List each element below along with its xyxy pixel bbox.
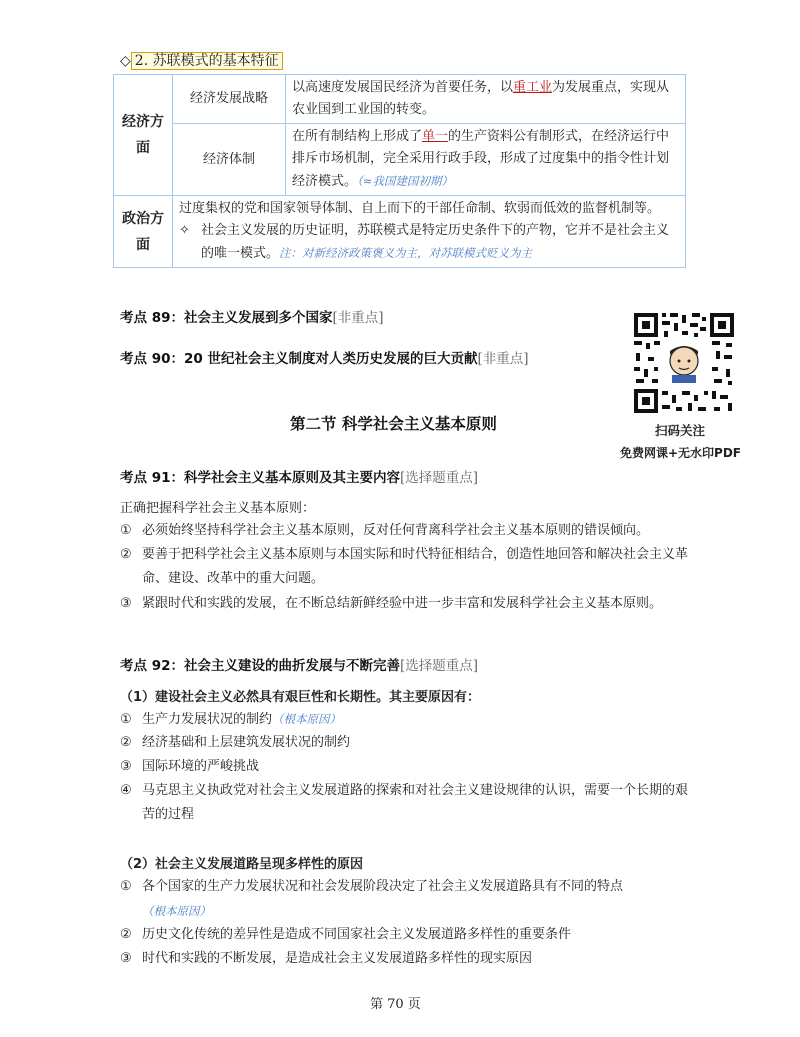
kp91-heading: [120, 466, 478, 486]
item-number: ③: [120, 596, 132, 611]
kp92-heading: [120, 654, 478, 674]
item-number: ②: [120, 735, 132, 750]
econ-strategy-label: 经济发展战略: [173, 75, 286, 124]
table-row-econ-system: [114, 124, 686, 196]
diamond-mark: ◇: [120, 53, 131, 69]
econ-system-label: 经济体制: [173, 124, 286, 196]
kp92-subheading-2: （2）社会主义发展道路呈现多样性的原因: [120, 857, 364, 872]
kp91-title: 考点 91：科学社会主义基本原则及其主要内容: [120, 470, 400, 486]
subsection-title: [120, 50, 283, 70]
item-text: 国际环境的严峻挑战: [142, 759, 260, 774]
item-text: 必须始终坚持科学社会主义基本原则，反对任何背离科学社会主义基本原则的错误倾向。: [142, 523, 650, 538]
item-text: 时代和实践的不断发展，是造成社会主义发展道路多样性的现实原因: [142, 951, 533, 966]
item-number: ④: [120, 783, 132, 798]
politics-category-label: 政治方面: [114, 196, 173, 268]
kp90-tag: [非重点]: [477, 351, 529, 367]
econ-category-label: 经济方面: [114, 75, 173, 196]
qr-caption-1: 扫码关注: [655, 423, 706, 438]
item-number: ②: [120, 547, 132, 562]
page-number: 第 70 页: [370, 997, 421, 1012]
kp91-tag: [选择题重点]: [400, 470, 479, 486]
kp92-tag: [选择题重点]: [400, 658, 479, 674]
item-text: 各个国家的生产力发展状况和社会发展阶段决定了社会主义发展道路具有不同的特点: [142, 879, 624, 894]
section-title: 第二节 科学社会主义基本原则: [290, 415, 497, 433]
table-row-econ-strategy: [114, 75, 686, 124]
item-text: 经济基础和上层建筑发展状况的制约: [142, 735, 351, 750]
item-number: ①: [120, 879, 132, 894]
item-number: ③: [120, 759, 132, 774]
politics-note: 注：对新经济政策褒义为主，对苏联模式贬义为主: [279, 246, 533, 260]
highlight-single: 单一: [422, 129, 449, 144]
politics-text-2: 社会主义发展的历史证明，苏联模式是特定历史条件下的产物，它并不是社会主义的唯一模式。: [201, 223, 670, 261]
econ-strategy-text: 以高速度发展国民经济为首要任务，以: [292, 80, 514, 95]
item-text: 生产力发展状况的制约: [142, 712, 273, 727]
econ-system-note: （≈我国建国初期）: [357, 174, 453, 188]
item-number: ①: [120, 523, 132, 538]
table-row-politics: [114, 196, 686, 268]
kp89-title: 考点 89：社会主义发展到多个国家: [120, 310, 333, 326]
politics-content: [173, 196, 686, 268]
kp91-intro: 正确把握科学社会主义基本原则：: [120, 501, 316, 516]
econ-system-text-2: 的生产资料公有制形式，在经济运行中排斥市场机制，完全采用行政手段，形成了过度集中的指令性计划经济模式。: [292, 129, 670, 189]
list-item: [120, 592, 690, 616]
highlight-heavy-industry: 重工业: [513, 80, 553, 95]
list-item: [120, 707, 690, 732]
econ-strategy-text-2: 为发展重点，实现从农业国到工业国的转变。: [292, 80, 670, 117]
bullet-icon: ✧: [179, 223, 190, 238]
politics-line-2: [179, 220, 679, 265]
item-note: （根本原因）: [142, 904, 211, 918]
item-number: ②: [120, 927, 132, 942]
features-table: [113, 74, 686, 268]
item-number: ①: [120, 712, 132, 727]
list-item: [120, 779, 690, 827]
qr-caption-2: 免费网课+无水印PDF: [620, 446, 742, 460]
item-number: ③: [120, 951, 132, 966]
kp92-title: 考点 92：社会主义建设的曲折发展与不断完善: [120, 658, 400, 674]
list-item: [120, 923, 690, 947]
kp90-title: 考点 90：20 世纪社会主义制度对人类历史发展的巨大贡献: [120, 351, 478, 367]
item-text: 紧跟时代和实践的发展，在不断总结新鲜经验中进一步丰富和发展科学社会主义基本原则。: [142, 596, 663, 611]
item-text: 要善于把科学社会主义基本原则与本国实际和时代特征相结合，创造性地回答和解决社会主义革命、建设、改革中的重大问题。: [142, 547, 689, 586]
politics-line-1: 过度集权的党和国家领导体制、自上而下的干部任命制、软弱而低效的监督机制等。: [179, 201, 661, 216]
econ-system-content: [286, 124, 686, 196]
item-note: （根本原因）: [272, 712, 342, 726]
list-item: [120, 755, 690, 779]
list-item: [120, 543, 690, 591]
kp89-tag: [非重点]: [332, 310, 384, 326]
list-item: [120, 875, 690, 924]
qr-code-image: [632, 311, 736, 415]
kp89-heading: [120, 306, 384, 326]
list-item: [120, 519, 690, 543]
list-item: [120, 731, 690, 755]
econ-strategy-content: [286, 75, 686, 124]
list-item: [120, 947, 690, 971]
subsection-title-text: 2. 苏联模式的基本特征: [131, 52, 283, 70]
kp92-subheading-1: （1）建设社会主义必然具有艰巨性和长期性。其主要原因有：: [120, 690, 481, 705]
kp90-heading: [120, 347, 529, 367]
econ-system-text: 在所有制结构上形成了: [292, 129, 423, 144]
item-text: 历史文化传统的差异性是造成不同国家社会主义发展道路多样性的重要条件: [142, 927, 572, 942]
item-text: 马克思主义执政党对社会主义发展道路的探索和对社会主义建设规律的认识，需要一个长期的艰苦的过程: [142, 783, 689, 822]
